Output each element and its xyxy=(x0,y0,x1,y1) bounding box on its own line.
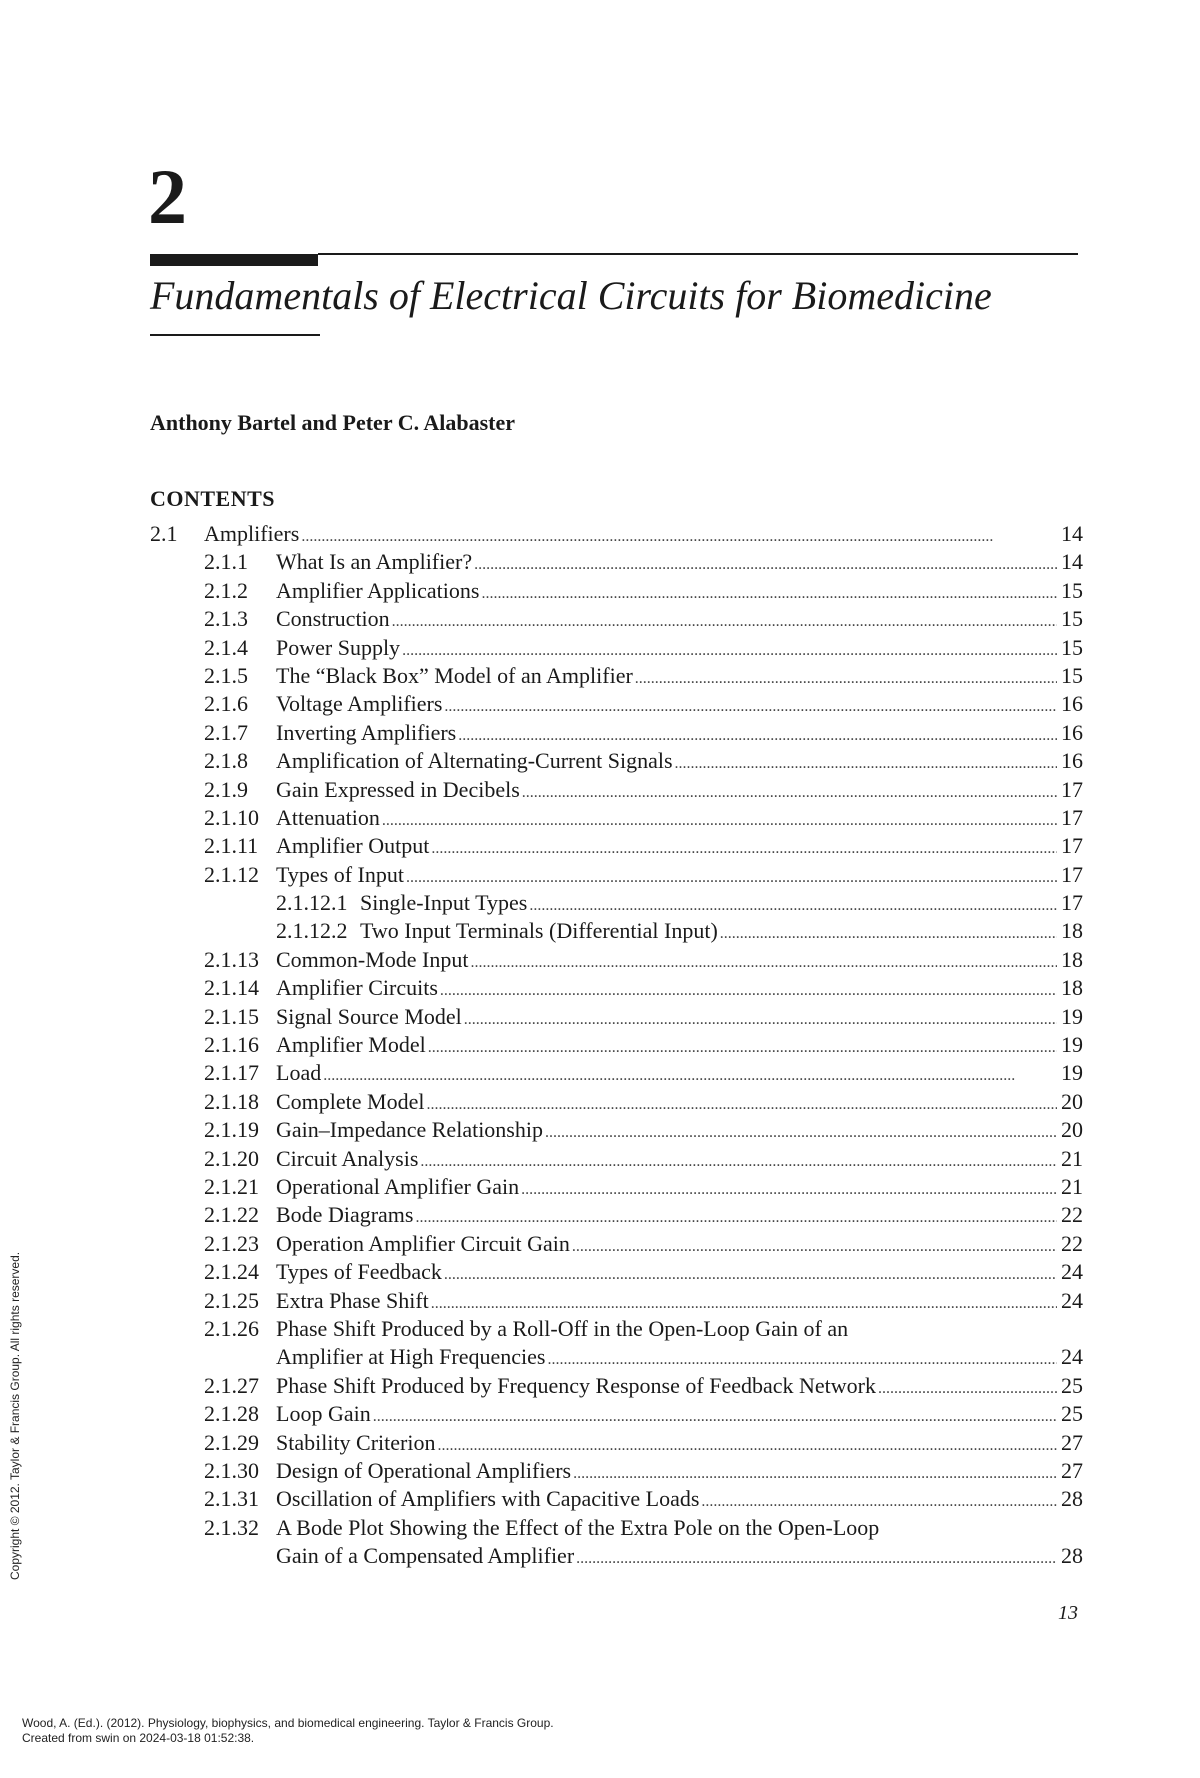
toc-entry-page: 22 xyxy=(1061,1230,1083,1256)
toc-entry-title: Loop Gain xyxy=(276,1401,371,1427)
toc-entry-page: 19 xyxy=(1061,1060,1083,1086)
toc-entry-number: 2.1.23 xyxy=(204,1230,259,1256)
toc-entry-title: Inverting Amplifiers xyxy=(276,719,457,745)
toc-leader-dots xyxy=(406,861,1057,892)
toc-entry[interactable] xyxy=(150,1429,1083,1457)
toc-entry[interactable] xyxy=(150,1201,1083,1229)
toc-entry-title: What Is an Amplifier? xyxy=(276,549,473,575)
toc-leader-dots xyxy=(420,1145,1057,1176)
toc-entry-title: Two Input Terminals (Differential Input) xyxy=(360,918,718,944)
toc-leader-dots xyxy=(471,946,1058,977)
chapter-rule-thick xyxy=(150,254,318,266)
toc-leader-dots xyxy=(720,917,1057,948)
toc-entry[interactable] xyxy=(150,719,1083,747)
toc-leader-dots xyxy=(426,1088,1057,1119)
toc-entry[interactable] xyxy=(150,804,1083,832)
toc-entry-title: Amplification of Alternating-Current Signals xyxy=(276,748,673,774)
toc-entry-number: 2.1.18 xyxy=(204,1088,259,1114)
toc-entry[interactable] xyxy=(150,747,1083,775)
toc-entry[interactable] xyxy=(150,1145,1083,1173)
toc-entry-number: 2.1.8 xyxy=(204,748,248,774)
toc-entry-title: Circuit Analysis xyxy=(276,1145,419,1171)
toc-entry-title: Types of Feedback xyxy=(276,1259,442,1285)
toc-entry-page: 14 xyxy=(1061,549,1083,575)
toc-leader-dots xyxy=(301,520,1057,551)
toc-entry-page: 22 xyxy=(1061,1202,1083,1228)
toc-entry-title: Gain of a Compensated Amplifier xyxy=(276,1543,575,1569)
toc-entry-title: Amplifier at High Frequencies xyxy=(276,1344,546,1370)
toc-leader-dots xyxy=(431,832,1057,863)
toc-entry-number: 2.1.3 xyxy=(204,606,248,632)
toc-leader-dots xyxy=(431,1287,1057,1318)
toc-leader-dots xyxy=(545,1116,1057,1147)
toc-entry-number: 2.1.28 xyxy=(204,1401,259,1427)
toc-entry-title: Operation Amplifier Circuit Gain xyxy=(276,1230,570,1256)
toc-entry-number: 2.1.12.1 xyxy=(276,890,348,916)
toc-leader-dots xyxy=(547,1343,1057,1374)
toc-entry[interactable] xyxy=(150,776,1083,804)
toc-leader-dots xyxy=(464,1003,1057,1034)
toc-entry[interactable] xyxy=(150,1372,1083,1400)
toc-entry-number: 2.1.7 xyxy=(204,719,248,745)
toc-entry-page: 28 xyxy=(1061,1543,1083,1569)
toc-leader-dots xyxy=(438,1429,1058,1460)
toc-entry-number: 2.1 xyxy=(150,521,178,546)
toc-leader-dots xyxy=(573,1457,1057,1488)
toc-entry-title: Voltage Amplifiers xyxy=(276,691,443,717)
toc-leader-dots xyxy=(323,1059,1057,1090)
side-copyright-notice: Copyright © 2012. Taylor & Francis Group. All rights reserved. xyxy=(8,1251,22,1580)
toc-leader-dots xyxy=(444,1258,1057,1289)
toc-entry[interactable] xyxy=(150,1400,1083,1428)
toc-entry-page: 24 xyxy=(1061,1344,1083,1370)
toc-entry-title: Gain–Impedance Relationship xyxy=(276,1117,543,1143)
toc-entry[interactable] xyxy=(150,605,1083,633)
toc-entry-page: 20 xyxy=(1061,1117,1083,1143)
toc-entry[interactable] xyxy=(150,634,1083,662)
toc-entry-title: Signal Source Model xyxy=(276,1003,462,1029)
toc-entry-page: 18 xyxy=(1061,918,1083,944)
toc-entry-page: 16 xyxy=(1061,691,1083,717)
toc-entry-page: 18 xyxy=(1061,975,1083,1001)
created-line: Created from swin on 2024-03-18 01:52:38. xyxy=(22,1731,255,1745)
toc-entry-number: 2.1.15 xyxy=(204,1003,259,1029)
toc-entry[interactable] xyxy=(150,946,1083,974)
toc-entry-title: Complete Model xyxy=(276,1088,425,1114)
toc-entry-title: The “Black Box” Model of an Amplifier xyxy=(276,662,633,688)
toc-entry-title: Phase Shift Produced by Frequency Response of Feedback Network xyxy=(276,1372,876,1398)
toc-entry-number: 2.1.21 xyxy=(204,1173,259,1199)
toc-leader-dots xyxy=(529,889,1057,920)
toc-entry-number: 2.1.2 xyxy=(204,577,248,603)
toc-entry-page: 19 xyxy=(1061,1032,1083,1058)
contents-heading: CONTENTS xyxy=(150,486,276,511)
toc-entry-number: 2.1.5 xyxy=(204,662,248,688)
toc-leader-dots xyxy=(522,776,1057,807)
toc-entry-number: 2.1.31 xyxy=(204,1486,259,1512)
toc-entry-number: 2.1.4 xyxy=(204,634,248,660)
toc-entry-title: Power Supply xyxy=(276,634,401,660)
toc-entry[interactable] xyxy=(150,1287,1083,1315)
title-underline xyxy=(150,334,320,336)
toc-entry-title: Amplifier Applications xyxy=(276,577,480,603)
toc-entry[interactable] xyxy=(150,1485,1083,1513)
toc-entry-number: 2.1.13 xyxy=(204,946,259,972)
toc-leader-dots xyxy=(382,804,1057,835)
toc-entry-number: 2.1.25 xyxy=(204,1287,259,1313)
toc-entry-page: 15 xyxy=(1061,577,1083,603)
toc-entry[interactable] xyxy=(150,690,1083,718)
toc-entry[interactable] xyxy=(150,1514,1083,1571)
toc-entry-title: Types of Input xyxy=(276,861,404,887)
toc-entry-page: 15 xyxy=(1061,662,1083,688)
toc-entry[interactable] xyxy=(150,832,1083,860)
toc-entry[interactable] xyxy=(150,1059,1083,1087)
toc-entry-title: Single-Input Types xyxy=(360,890,528,916)
toc-leader-dots xyxy=(392,605,1057,636)
toc-entry-page: 15 xyxy=(1061,606,1083,632)
toc-leader-dots xyxy=(373,1400,1057,1431)
toc-entry-title: Extra Phase Shift xyxy=(276,1287,429,1313)
toc-entry-page: 14 xyxy=(1061,521,1083,546)
citation-line: Wood, A. (Ed.). (2012). Physiology, biophysics, and biomedical engineering. Taylor & Francis Group. xyxy=(22,1716,554,1730)
toc-entry-page: 20 xyxy=(1061,1088,1083,1114)
toc-entry-title: Gain Expressed in Decibels xyxy=(276,776,520,802)
chapter-authors: Anthony Bartel and Peter C. Alabaster xyxy=(150,410,516,435)
toc-entry-title: Amplifier Circuits xyxy=(276,975,438,1001)
toc-entry-page: 17 xyxy=(1061,861,1083,887)
toc-entry-page: 19 xyxy=(1061,1003,1083,1029)
toc-entry-title: Stability Criterion xyxy=(276,1429,436,1455)
chapter-number: 2 xyxy=(148,153,187,240)
toc-entry[interactable] xyxy=(150,1088,1083,1116)
toc-entry-page: 24 xyxy=(1061,1287,1083,1313)
toc-entry-page: 17 xyxy=(1061,833,1083,859)
toc-entry-number: 2.1.11 xyxy=(204,833,259,859)
chapter-rule-thin xyxy=(318,253,1078,255)
toc-entry[interactable] xyxy=(150,1173,1083,1201)
toc-leader-dots xyxy=(701,1485,1057,1516)
toc-entry-number: 2.1.10 xyxy=(204,804,259,830)
toc-entry-number: 2.1.9 xyxy=(204,776,248,802)
toc-leader-dots xyxy=(481,577,1057,608)
toc-entry-number: 2.1.14 xyxy=(204,975,259,1001)
toc-entry[interactable] xyxy=(150,1457,1083,1485)
toc-leader-dots xyxy=(521,1173,1057,1204)
toc-entry[interactable] xyxy=(150,577,1083,605)
toc-entry-title: Bode Diagrams xyxy=(276,1202,414,1228)
toc-entry-page: 27 xyxy=(1061,1457,1083,1483)
toc-entry-page: 27 xyxy=(1061,1429,1083,1455)
toc-entry[interactable] xyxy=(150,1258,1083,1286)
toc-entry[interactable] xyxy=(150,889,1083,917)
toc-entry-title: Attenuation xyxy=(276,804,380,830)
toc-entry-page: 21 xyxy=(1061,1173,1083,1199)
toc-entry[interactable] xyxy=(150,1315,1083,1372)
toc-entry-title: Construction xyxy=(276,606,390,632)
toc-leader-dots xyxy=(675,747,1057,778)
toc-leader-dots xyxy=(635,662,1057,693)
toc-entry-title: Phase Shift Produced by a Roll-Off in the Open-Loop Gain of an xyxy=(276,1315,849,1341)
toc-entry-number: 2.1.30 xyxy=(204,1457,259,1483)
toc-entry-number: 2.1.17 xyxy=(204,1060,259,1086)
toc-entry[interactable] xyxy=(150,1116,1083,1144)
toc-leader-dots xyxy=(440,974,1057,1005)
toc-entry-title: A Bode Plot Showing the Effect of the Extra Pole on the Open-Loop xyxy=(276,1514,880,1540)
toc-entry-page: 28 xyxy=(1061,1486,1083,1512)
toc-entry-page: 18 xyxy=(1061,946,1083,972)
toc-entry-number: 2.1.22 xyxy=(204,1202,259,1228)
toc-entry-page: 24 xyxy=(1061,1259,1083,1285)
toc-entry-title: Amplifiers xyxy=(204,521,300,546)
toc-leader-dots xyxy=(576,1542,1057,1573)
toc-entry-number: 2.1.12 xyxy=(204,861,259,887)
toc-entry-number: 2.1.1 xyxy=(204,549,248,575)
toc-entry[interactable] xyxy=(150,662,1083,690)
toc-entry[interactable] xyxy=(150,520,1083,548)
toc-entry-page: 17 xyxy=(1061,776,1083,802)
toc-entry[interactable] xyxy=(150,1003,1083,1031)
toc-entry[interactable] xyxy=(150,917,1083,945)
table-of-contents xyxy=(150,520,1083,1570)
toc-entry-number: 2.1.24 xyxy=(204,1259,259,1285)
toc-entry-title: Amplifier Model xyxy=(276,1032,426,1058)
toc-entry-page: 21 xyxy=(1061,1145,1083,1171)
citation-footer xyxy=(22,1716,554,1746)
toc-leader-dots xyxy=(458,719,1057,750)
toc-entry[interactable] xyxy=(150,974,1083,1002)
toc-leader-dots xyxy=(474,548,1057,579)
toc-leader-dots xyxy=(572,1230,1057,1261)
toc-entry-page: 17 xyxy=(1061,890,1083,916)
toc-entry-number: 2.1.19 xyxy=(204,1117,259,1143)
toc-entry-number: 2.1.12.2 xyxy=(276,918,348,944)
toc-entry-number: 2.1.26 xyxy=(204,1315,259,1341)
toc-leader-dots xyxy=(444,690,1057,721)
toc-entry-page: 25 xyxy=(1061,1401,1083,1427)
toc-entry-number: 2.1.20 xyxy=(204,1145,259,1171)
chapter-title: Fundamentals of Electrical Circuits for Biomedicine xyxy=(150,273,992,318)
toc-leader-dots xyxy=(878,1372,1057,1403)
toc-entry-title: Common-Mode Input xyxy=(276,946,469,972)
toc-leader-dots xyxy=(415,1201,1057,1232)
toc-entry-title: Oscillation of Amplifiers with Capacitive Loads xyxy=(276,1486,700,1512)
toc-leader-dots xyxy=(402,634,1057,665)
toc-entry-number: 2.1.6 xyxy=(204,691,248,717)
toc-entry-page: 25 xyxy=(1061,1372,1083,1398)
toc-entry-number: 2.1.32 xyxy=(204,1514,259,1540)
toc-entry-title: Design of Operational Amplifiers xyxy=(276,1457,572,1483)
toc-entry-number: 2.1.16 xyxy=(204,1032,259,1058)
toc-entry[interactable] xyxy=(150,1230,1083,1258)
toc-entry-page: 17 xyxy=(1061,804,1083,830)
toc-entry[interactable] xyxy=(150,861,1083,889)
page-number: 13 xyxy=(1058,1602,1078,1624)
toc-entry-title: Load xyxy=(276,1060,322,1086)
toc-entry-title: Amplifier Output xyxy=(276,833,430,859)
toc-entry[interactable] xyxy=(150,548,1083,576)
toc-entry[interactable] xyxy=(150,1031,1083,1059)
toc-entry-page: 16 xyxy=(1061,748,1083,774)
toc-leader-dots xyxy=(428,1031,1057,1062)
toc-entry-title: Operational Amplifier Gain xyxy=(276,1173,520,1199)
toc-entry-page: 16 xyxy=(1061,719,1083,745)
toc-entry-number: 2.1.29 xyxy=(204,1429,259,1455)
toc-entry-number: 2.1.27 xyxy=(204,1372,259,1398)
toc-entry-page: 15 xyxy=(1061,634,1083,660)
